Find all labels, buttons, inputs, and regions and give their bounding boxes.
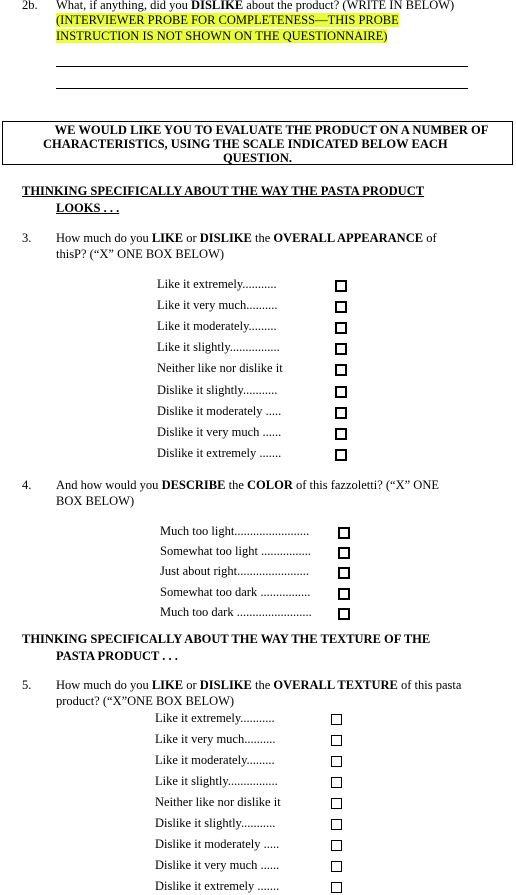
q5-t3: the [251,678,274,692]
write-in-line-1[interactable] [56,66,468,67]
q5-number: 5. [22,678,32,692]
q4-option-label: Just about right....................... [160,564,309,579]
q3-line2: thisP? (“X” ONE BOX BELOW) [56,246,225,261]
q5-option-checkbox[interactable] [331,882,342,893]
q4-option-checkbox[interactable] [338,608,350,620]
q5-option-checkbox[interactable] [331,840,342,851]
q5-line2: product? (“X”ONE BOX BELOW) [56,693,235,708]
q4-option-checkbox[interactable] [338,588,350,600]
q4-option-label: Somewhat too dark ................ [160,584,311,599]
q3-b3: OVERALL APPEARANCE [273,231,424,245]
write-in-line-2[interactable] [56,88,468,89]
q5-option-label: Like it extremely........... [155,711,275,725]
q5-t1: How much do you [56,678,152,692]
q5-option-checkbox[interactable] [331,819,342,830]
q3-option-checkbox[interactable] [335,407,347,419]
q3-option-label: Dislike it extremely ....... [157,445,282,460]
q4-b2: COLOR [247,478,293,492]
q3-option-label: Dislike it slightly........... [157,382,278,397]
q2b-number: 2b. [22,0,38,12]
q4-option-label: Somewhat too light ................ [160,544,312,559]
q5-t4: of this pasta [397,678,462,692]
q5-b2: DISLIKE [199,678,252,692]
section-heading-texture [22,631,502,665]
q5-option-label: Like it moderately......... [155,753,275,767]
instruction-box [2,121,513,165]
q3-b1: LIKE [151,231,184,245]
q3-option-label: Like it extremely........... [157,277,277,291]
q4-text [56,478,496,509]
section2-line2: PASTA PRODUCT . . . [56,649,178,663]
q5-option-label: Dislike it slightly........... [155,816,276,830]
q5-option-label: Dislike it moderately ..... [155,837,280,851]
q3-option-checkbox[interactable] [335,449,347,461]
q5-option-label: Dislike it very much ...... [155,858,280,872]
q3-option-label: Dislike it very much ...... [157,424,282,439]
q2b-probe [56,13,496,44]
section-heading-looks [22,183,502,217]
q4-t2: the [225,478,248,492]
q3-number: 3. [22,231,32,245]
q3-option-checkbox[interactable] [335,322,347,334]
q5-b1: LIKE [151,678,184,692]
q4-t1: And how would you [56,478,162,492]
q4-option-checkbox[interactable] [338,547,350,559]
q3-b2: DISLIKE [199,231,252,245]
q5-option-checkbox[interactable] [331,777,342,788]
q3-option-checkbox[interactable] [335,301,347,313]
q3-option-label: Like it very much.......... [157,298,278,313]
q5-b3: OVERALL TEXTURE [273,678,398,692]
section1-line2: LOOKS . . . [56,201,120,215]
q4-option-label: Much too dark ........................ [160,604,312,619]
q3-option-checkbox[interactable] [335,386,347,398]
q5-option-checkbox[interactable] [331,861,342,872]
q3-option-label: Neither like nor dislike it [157,361,283,376]
q5-text [56,678,496,709]
q2b-text-post: about the product? (WRITE IN BELOW) [243,0,455,12]
q3-option-label: Like it slightly................ [157,340,280,355]
section2-line1: THINKING SPECIFICALLY ABOUT THE WAY THE TEXTURE OF THE [22,632,431,646]
q3-option-checkbox[interactable] [335,343,347,355]
q4-option-checkbox[interactable] [338,567,350,579]
section1-line1: THINKING SPECIFICALLY ABOUT THE WAY THE PASTA PRODUCT [22,184,425,198]
q5-option-checkbox[interactable] [331,798,342,809]
q5-option-checkbox[interactable] [331,756,342,767]
q4-b1: DESCRIBE [161,478,226,492]
q5-option-label: Like it slightly................ [155,774,278,788]
q3-t4: of [423,231,437,245]
q3-option-checkbox[interactable] [335,428,347,440]
q2b-text [56,0,496,14]
q3-t3: the [251,231,274,245]
instruction-line-1: WE WOULD LIKE YOU TO EVALUATE THE PRODUCT ON A NUMBER OF [54,123,489,137]
q5-t2: or [183,678,200,692]
q3-t2: or [183,231,200,245]
q4-option-label: Much too light........................ [160,524,310,538]
q5-option-label: Neither like nor dislike it [155,795,281,809]
q2b-text-bold: DISLIKE [191,0,244,12]
q3-option-label: Like it moderately......... [157,319,277,334]
instruction-line-2: CHARACTERISTICS, USING THE SCALE INDICATED BELOW EACH [43,137,448,151]
q5-option-checkbox[interactable] [331,714,342,725]
q5-option-label: Dislike it extremely ....... [155,879,280,893]
q4-option-checkbox[interactable] [338,527,350,539]
q4-number: 4. [22,478,32,492]
q4-line2: BOX BELOW) [56,493,135,508]
q2b-probe-line2: INSTRUCTION IS NOT SHOWN ON THE QUESTIONNAIRE) [56,28,388,43]
q4-t3: of this fazzoletti? (“X” ONE [292,478,439,492]
q2b-probe-line1: (INTERVIEWER PROBE FOR COMPLETENESS—THIS PROBE [56,13,399,27]
q3-option-checkbox[interactable] [335,280,347,292]
q5-option-label: Like it very much.......... [155,732,276,746]
q3-text [56,231,496,262]
q3-option-checkbox[interactable] [335,364,347,376]
q2b-text-pre: What, if anything, did you [56,0,192,12]
q3-option-label: Dislike it moderately ..... [157,403,282,418]
q3-t1: How much do you [56,231,152,245]
instruction-line-3: QUESTION. [222,151,293,165]
q5-option-checkbox[interactable] [331,735,342,746]
